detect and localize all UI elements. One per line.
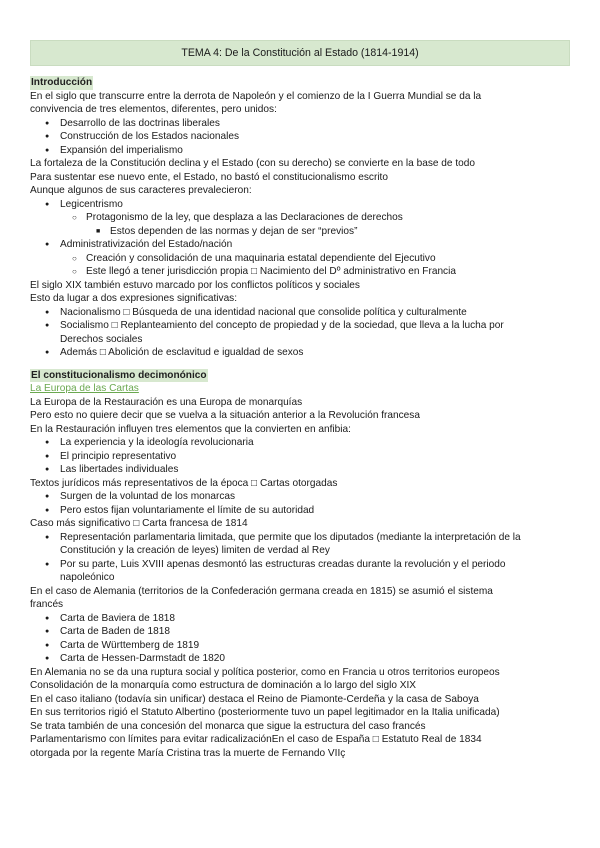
paragraph: otorgada por la regente María Cristina tras la muerte de Fernando VIIç xyxy=(30,747,346,759)
paragraph: En la Restauración influyen tres elementos que la convierten en anfibia: xyxy=(30,423,351,435)
bullet-list xyxy=(30,436,570,477)
list-item: ● Legicentrismo ○ Protagonismo de la ley, que desplaza a las Declaraciones de derechos ■ Estos dependen de las normas y dejan de ser “previos” xyxy=(60,198,570,239)
paragraph: Caso más significativo □ Carta francesa de 1814 xyxy=(30,518,248,529)
list-item: ● Carta de Baden de 1818 xyxy=(60,625,570,639)
list-item: ○ Este llegó a tener jurisdicción propia □ Nacimiento del Dº administrativo en Francia xyxy=(86,265,570,279)
list-item: ○ Protagonismo de la ley, que desplaza a las Declaraciones de derechos ■ Estos dependen de las normas y dejan de ser “previos” xyxy=(86,211,570,238)
list-item: ○ Creación y consolidación de una maquinaria estatal dependiente del Ejecutivo xyxy=(86,252,570,266)
intro-section xyxy=(30,76,570,360)
intro-heading: Introducción xyxy=(31,77,93,88)
paragraph: Parlamentarismo con límites para evitar radicalizaciónEn el caso de España □ Estatuto Real de 1834 xyxy=(30,734,482,745)
list-item: ● Administrativización del Estado/nación ○ Creación y consolidación de una maquinaria estatal dependiente del Ejecutivo ○ Este llegó a tener jurisdicción propia □ Nacimiento del Dº administrativo en Francia xyxy=(60,238,570,279)
paragraph: Esto da lugar a dos expresiones significativas: xyxy=(30,293,238,304)
paragraph: Pero esto no quiere decir que se vuelva a la situación anterior a la Revolución francesa xyxy=(30,410,420,421)
page-title: TEMA 4: De la Constitución al Estado (1814-1914) xyxy=(30,40,570,66)
list-item: ● Nacionalismo □ Búsqueda de una identidad nacional que consolide política y culturalmente xyxy=(60,306,570,320)
paragraph: Textos jurídicos más representativos de la época □ Cartas otorgadas xyxy=(30,477,338,489)
list-item: ● Carta de Baviera de 1818 xyxy=(60,612,570,626)
paragraph: En sus territorios rigió el Statuto Albertino (posteriormente tuvo un papel legitimador en la Italia unificada) xyxy=(30,707,500,718)
paragraph: En el caso de Alemania (territorios de la Confederación germana creada en 1815) se asumió el sistema xyxy=(30,585,493,597)
constitutionalism-heading: El constitucionalismo decimonónico xyxy=(31,369,207,381)
paragraph: La fortaleza de la Constitución declina y el Estado (con su derecho) se convierte en la base de todo xyxy=(30,158,475,169)
list-item: ● El principio representativo xyxy=(60,450,570,464)
paragraph: francés xyxy=(30,599,64,610)
bullet-list xyxy=(30,612,570,666)
paragraph: Consolidación de la monarquía como estructura de dominación a lo largo del siglo XIX xyxy=(30,680,417,691)
list-item: ● Carta de Württemberg de 1819 xyxy=(60,639,570,653)
list-item: ● La experiencia y la ideología revolucionaria xyxy=(60,436,570,450)
paragraph: En el caso italiano (todavía sin unificar) destaca el Reino de Piamonte-Cerdeña y la casa de Saboya xyxy=(30,693,479,705)
list-item: ● Representación parlamentaria limitada, que permite que los diputados (mediante la interpretación de la Constitución y la creación de leyes) limiten de verdad al Rey xyxy=(60,531,570,558)
constitutionalism-section xyxy=(30,369,570,761)
list-item: ● Desarrollo de las doctrinas liberales xyxy=(60,117,570,131)
bullet-list xyxy=(30,531,570,585)
paragraph: Se trata también de una concesión del monarca que sigue la estructura del caso francés xyxy=(30,720,426,732)
list-item: ● Surgen de la voluntad de los monarcas xyxy=(60,490,570,504)
list-item: ● Las libertades individuales xyxy=(60,463,570,477)
bullet-list xyxy=(30,117,570,158)
list-item: ● Además □ Abolición de esclavitud e igualdad de sexos xyxy=(60,346,570,360)
paragraph: Aunque algunos de sus caracteres prevalecieron: xyxy=(30,185,252,196)
cartas-subheading: La Europa de las Cartas xyxy=(30,383,139,394)
list-item: ● Por su parte, Luis XVIII apenas desmontó las estructuras creadas durante la revolución y el periodo napoleónico xyxy=(60,558,570,585)
list-item: ■ Estos dependen de las normas y dejan de ser “previos” xyxy=(110,225,570,239)
bullet-list xyxy=(30,490,570,517)
list-item: ● Socialismo □ Replanteamiento del concepto de propiedad y de la sociedad, que lleva a la lucha por Derechos sociales xyxy=(60,319,570,346)
paragraph: La Europa de la Restauración es una Europa de monarquías xyxy=(30,396,303,408)
list-item: ● Expansión del imperialismo xyxy=(60,144,570,158)
paragraph: Para sustentar ese nuevo ente, el Estado, no bastó el constitucionalismo escrito xyxy=(30,171,388,183)
list-item: ● Construcción de los Estados nacionales xyxy=(60,130,570,144)
paragraph: En el siglo que transcurre entre la derrota de Napoleón y el comienzo de la I Guerra Mundial se da la xyxy=(30,90,482,102)
bullet-list xyxy=(30,306,570,360)
list-item: ● Carta de Hessen-Darmstadt de 1820 xyxy=(60,652,570,666)
paragraph: En Alemania no se da una ruptura social y política posterior, como en Francia u otros territorios europeos xyxy=(30,666,500,678)
paragraph: El siglo XIX también estuvo marcado por los conflictos políticos y sociales xyxy=(30,279,360,291)
list-item: ● Pero estos fijan voluntariamente el límite de su autoridad xyxy=(60,504,570,518)
bullet-list xyxy=(30,198,570,279)
paragraph: convivencia de tres elementos, diferentes, pero unidos: xyxy=(30,104,277,115)
